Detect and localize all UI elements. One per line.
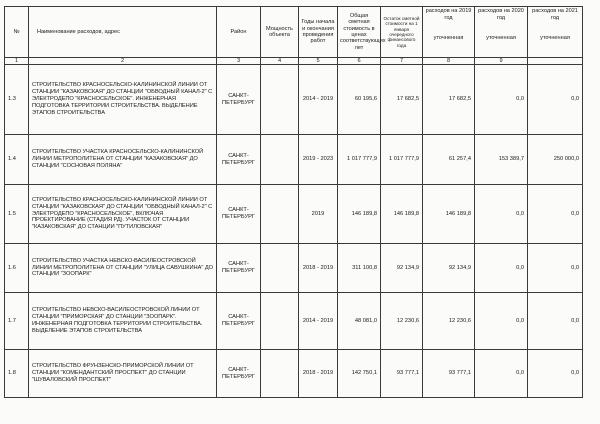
row-index: 1.6	[5, 244, 29, 293]
column-number: 1	[5, 58, 29, 65]
row-region: САНКТ-ПЕТЕРБУРГ	[217, 185, 261, 244]
row-years: 2019	[299, 185, 338, 244]
column-number: 2	[29, 58, 217, 65]
row-remaining: 146 189,8	[381, 185, 423, 244]
row-2021: 0,0	[528, 244, 583, 293]
table-row	[5, 185, 583, 244]
header-region: Район	[217, 7, 261, 58]
row-name: СТРОИТЕЛЬСТВО УЧАСТКА КРАСНОСЕЛЬСКО-КАЛИНИНСКОЙ ЛИНИИ МЕТРОПОЛИТЕНА ОТ СТАНЦИИ "КАЗАКОВСКАЯ" ДО СТАНЦИИ "СОСНОВАЯ ПОЛЯНА"	[29, 135, 217, 185]
row-remaining: 93 777,1	[381, 350, 423, 398]
row-capacity	[261, 135, 299, 185]
row-capacity	[261, 65, 299, 135]
row-region: САНКТ-ПЕТЕРБУРГ	[217, 350, 261, 398]
row-index: 1.5	[5, 185, 29, 244]
row-total: 60 195,6	[338, 65, 381, 135]
table-row	[5, 65, 583, 135]
row-total: 146 189,8	[338, 185, 381, 244]
row-remaining: 17 682,5	[381, 65, 423, 135]
table-row	[5, 293, 583, 350]
row-total: 142 750,1	[338, 350, 381, 398]
row-2021: 250 000,0	[528, 135, 583, 185]
header-2019-note: уточненная	[433, 35, 464, 42]
header-capacity: Мощность объекта	[261, 7, 299, 58]
row-2020: 0,0	[475, 350, 528, 398]
row-2021: 0,0	[528, 185, 583, 244]
row-remaining: 12 230,6	[381, 293, 423, 350]
row-capacity	[261, 293, 299, 350]
row-2020: 0,0	[475, 293, 528, 350]
row-index: 1.3	[5, 65, 29, 135]
row-name: СТРОИТЕЛЬСТВО УЧАСТКА НЕВСКО-ВАСИЛЕОСТРОВСКОЙ ЛИНИИ МЕТРОПОЛИТЕНА ОТ СТАНЦИИ "УЛИЦА САВУШКИНА" ДО СТАНЦИИ "ЗООПАРК"	[29, 244, 217, 293]
row-index: 1.7	[5, 293, 29, 350]
row-years: 2018 - 2019	[299, 244, 338, 293]
row-index: 1.8	[5, 350, 29, 398]
column-number: 8	[423, 58, 475, 65]
row-2021: 0,0	[528, 350, 583, 398]
header-2021	[528, 7, 583, 58]
column-number: 9	[475, 58, 528, 65]
row-name: СТРОИТЕЛЬСТВО КРАСНОСЕЛЬСКО-КАЛИНИНСКОЙ ЛИНИИ ОТ СТАНЦИИ "КАЗАКОВСКАЯ" ДО СТАНЦИИ "ОБВОДНЫЙ КАНАЛ-2" С ЭЛЕКТРОДЕПО "КРАСНОСЕЛЬСКОЕ". ИНЖЕНЕРНАЯ ПОДГОТОВКА ТЕРРИТОРИИ СТРОИТЕЛЬСТВА. ВЫДЕЛЕНИЕ ЭТАПОВ СТРОИТЕЛЬСТВА	[29, 65, 217, 135]
row-region: САНКТ-ПЕТЕРБУРГ	[217, 293, 261, 350]
header-total: Общая сметная стоимость в ценах соответствующих лет	[338, 7, 381, 58]
column-number: 4	[261, 58, 299, 65]
row-region: САНКТ-ПЕТЕРБУРГ	[217, 244, 261, 293]
row-2019: 61 257,4	[423, 135, 475, 185]
header-2020-label: расходов на 2020 год	[478, 8, 524, 21]
row-2019: 92 134,9	[423, 244, 475, 293]
row-2020: 0,0	[475, 65, 528, 135]
row-capacity	[261, 185, 299, 244]
row-index: 1.4	[5, 135, 29, 185]
row-total: 1 017 777,9	[338, 135, 381, 185]
row-years: 2019 - 2023	[299, 135, 338, 185]
row-2020: 0,0	[475, 244, 528, 293]
budget-table	[4, 6, 583, 398]
header-2020	[475, 7, 528, 58]
column-number: 5	[299, 58, 338, 65]
row-region: САНКТ-ПЕТЕРБУРГ	[217, 65, 261, 135]
column-number: 3	[217, 58, 261, 65]
header-2021-label: расходов на 2021 год	[532, 8, 578, 21]
row-remaining: 1 017 777,9	[381, 135, 423, 185]
row-years: 2014 - 2019	[299, 293, 338, 350]
row-total: 48 081,0	[338, 293, 381, 350]
row-2021: 0,0	[528, 293, 583, 350]
row-2019: 93 777,1	[423, 350, 475, 398]
header-2020-note: уточненная	[486, 35, 516, 42]
row-capacity	[261, 244, 299, 293]
header-remaining: Остаток сметной стоимости на 1 января очередного финансового года	[381, 7, 423, 58]
header-row	[5, 7, 583, 58]
row-name: СТРОИТЕЛЬСТВО КРАСНОСЕЛЬСКО-КАЛИНИНСКОЙ ЛИНИИ ОТ СТАНЦИИ "КАЗАКОВСКАЯ" ДО СТАНЦИИ "ОБВОДНЫЙ КАНАЛ-2" С ЭЛЕКТРОДЕПО "КРАСНОСЕЛЬСКОЕ", ВКЛЮЧАЯ ПРОЕКТИРОВАНИЕ (СТАДИЯ РД). УЧАСТОК ОТ СТАНЦИИ "КАЗАКОВСКАЯ" ДО СТАНЦИИ "ПУТИЛОВСКАЯ"	[29, 185, 217, 244]
row-years: 2014 - 2019	[299, 65, 338, 135]
table-row	[5, 135, 583, 185]
row-capacity	[261, 350, 299, 398]
table-row	[5, 244, 583, 293]
table-row	[5, 350, 583, 398]
row-total: 311 100,8	[338, 244, 381, 293]
row-name: СТРОИТЕЛЬСТВО НЕВСКО-ВАСИЛЕОСТРОВСКОЙ ЛИНИИ ОТ СТАНЦИИ "ПРИМОРСКАЯ" ДО СТАНЦИИ "ЗООПАРК". ИНЖЕНЕРНАЯ ПОДГОТОВКА ТЕРРИТОРИИ СТРОИТЕЛЬСТВА. ВЫДЕЛЕНИЕ ЭТАПОВ СТРОИТЕЛЬСТВА	[29, 293, 217, 350]
column-number-extra	[528, 58, 583, 65]
row-2020: 153 389,7	[475, 135, 528, 185]
row-2019: 17 682,5	[423, 65, 475, 135]
column-number-row	[5, 58, 583, 65]
row-2021: 0,0	[528, 65, 583, 135]
column-number: 7	[381, 58, 423, 65]
header-2019-label: расходов на 2019 год	[425, 8, 472, 21]
row-remaining: 92 134,9	[381, 244, 423, 293]
row-2019: 12 230,6	[423, 293, 475, 350]
row-name: СТРОИТЕЛЬСТВО ФРУНЗЕНСКО-ПРИМОРСКОЙ ЛИНИИ ОТ СТАНЦИИ "КОМЕНДАНТСКИЙ ПРОСПЕКТ" ДО СТАНЦИИ "ШУВАЛОВСКИЙ ПРОСПЕКТ"	[29, 350, 217, 398]
row-region: САНКТ-ПЕТЕРБУРГ	[217, 135, 261, 185]
row-2019: 146 189,8	[423, 185, 475, 244]
header-years: Годы начала и окончания проведения работ	[299, 7, 338, 58]
header-2021-note: уточненная	[540, 35, 570, 42]
row-2020: 0,0	[475, 185, 528, 244]
column-number: 6	[338, 58, 381, 65]
header-num: №	[5, 7, 29, 58]
header-2019	[423, 7, 475, 58]
row-years: 2018 - 2019	[299, 350, 338, 398]
header-name: Наименование расходов, адрес	[29, 7, 217, 58]
